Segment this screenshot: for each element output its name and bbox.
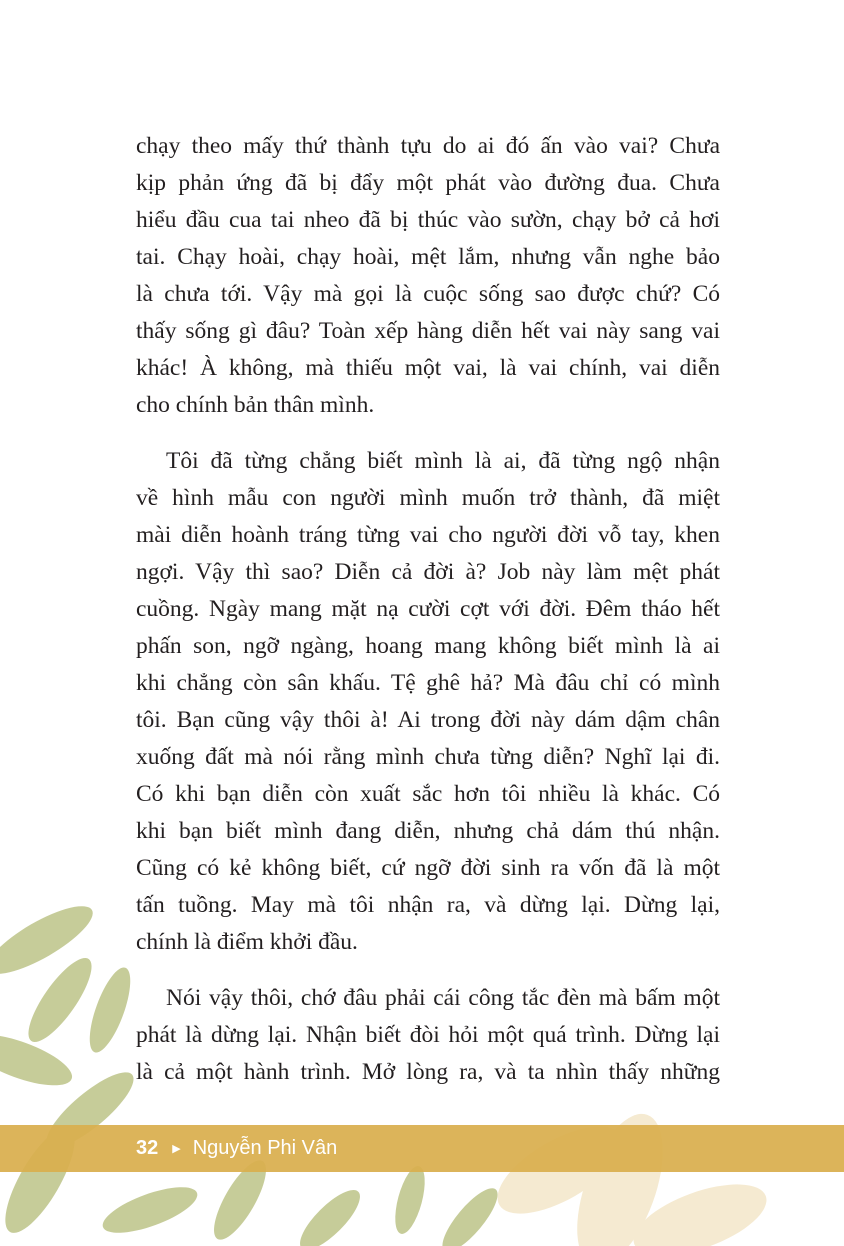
paragraph (136, 980, 720, 1091)
paragraph (136, 128, 720, 424)
text-line: khi chẳng còn sân khấu. Tệ ghê hả? Mà đâu chỉ có mình (136, 670, 720, 696)
text-line: mài diễn hoành tráng từng vai cho người đời vỗ tay, khen (136, 522, 720, 548)
text-line: khi bạn biết mình đang diễn, nhưng chả dám thú nhận. (136, 818, 720, 844)
text-line: phát là dừng lại. Nhận biết đòi hỏi một quá trình. Dừng lại (136, 1022, 720, 1048)
text-line: Nói vậy thôi, chớ đâu phải cái công tắc đèn mà bấm một (166, 985, 720, 1011)
text-line: phấn son, ngỡ ngàng, hoang mang không biết mình là ai (136, 633, 720, 659)
text-line: chính là điểm khởi đầu. (136, 929, 358, 955)
triangle-right-icon: ▶ (172, 1143, 181, 1155)
text-line: tấn tuồng. May mà tôi nhận ra, và dừng lại. Dừng lại, (136, 892, 720, 918)
body-text (136, 128, 720, 1110)
paragraph (136, 443, 720, 961)
text-line: tôi. Bạn cũng vậy thôi à! Ai trong đời này dám dậm chân (136, 707, 720, 733)
text-line: kịp phản ứng đã bị đẩy một phát vào đường đua. Chưa (136, 170, 720, 196)
text-line: về hình mẫu con người mình muốn trở thành, đã miệt (136, 485, 720, 511)
text-line: ngợi. Vậy thì sao? Diễn cả đời à? Job này làm mệt phát (136, 559, 720, 585)
text-line: tai. Chạy hoài, chạy hoài, mệt lắm, nhưng vẫn nghe bảo (136, 244, 720, 270)
text-line: Cũng có kẻ không biết, cứ ngỡ đời sinh ra vốn đã là một (136, 855, 720, 881)
text-line: là cả một hành trình. Mở lòng ra, và ta nhìn thấy những (136, 1059, 720, 1085)
text-line: cho chính bản thân mình. (136, 392, 375, 418)
text-line: thấy sống gì đâu? Toàn xếp hàng diễn hết vai này sang vai (136, 318, 720, 344)
page-number: 32 (136, 1137, 159, 1159)
text-line: Có khi bạn diễn còn xuất sắc hơn tôi nhiều là khác. Có (136, 781, 720, 807)
text-line: Tôi đã từng chẳng biết mình là ai, đã từng ngộ nhận (166, 448, 720, 474)
text-line: là chưa tới. Vậy mà gọi là cuộc sống sao được chứ? Có (136, 281, 720, 307)
footer-band (0, 1125, 844, 1172)
running-footer (136, 1125, 337, 1172)
text-line: khác! À không, mà thiếu một vai, là vai chính, vai diễn (136, 355, 720, 381)
author-name: Nguyễn Phi Vân (192, 1137, 338, 1159)
text-line: cuồng. Ngày mang mặt nạ cười cợt với đời. Đêm tháo hết (136, 596, 720, 622)
text-line: chạy theo mấy thứ thành tựu do ai đó ấn vào vai? Chưa (136, 133, 720, 159)
text-line: hiểu đầu cua tai nheo đã bị thúc vào sườn, chạy bở cả hơi (136, 207, 720, 233)
text-line: xuống đất mà nói rằng mình chưa từng diễn? Nghĩ lại đi. (136, 744, 720, 770)
